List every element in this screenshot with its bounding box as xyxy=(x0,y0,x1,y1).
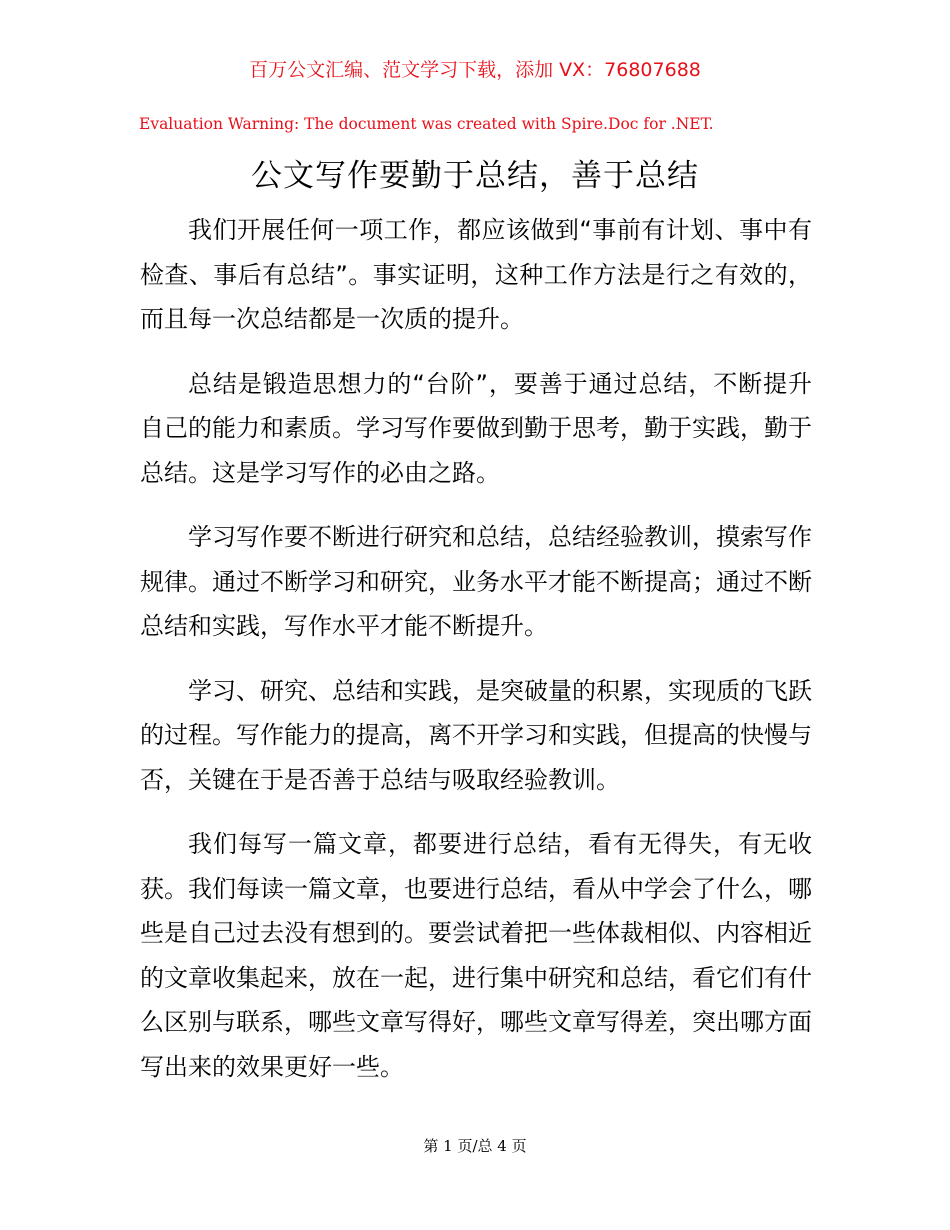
body-paragraph: 总结是锻造思想力的“台阶”，要善于通过总结，不断提升自己的能力和素质。学习写作要做到勤于思考，勤于实践，勤于总结。这是学习写作的必由之路。 xyxy=(140,369,812,487)
promo-header: 百万公文汇编、范文学习下载，添加 VX：76807688 xyxy=(249,59,701,81)
body-paragraph: 我们开展任何一项工作，都应该做到“事前有计划、事中有检查、事后有总结”。事实证明，这种工作方法是行之有效的，而且每一次总结都是一次质的提升。 xyxy=(140,216,812,333)
body-paragraph: 学习、研究、总结和实践，是突破量的积累，实现质的飞跃的过程。写作能力的提高，离不开学习和实践，但提高的快慢与否，关键在于是否善于总结与吸取经验教训。 xyxy=(140,676,812,794)
evaluation-warning: Evaluation Warning: The document was created with Spire.Doc for .NET. xyxy=(139,115,714,133)
page-number-footer: 第 1 页/总 4 页 xyxy=(423,1137,527,1155)
document-body xyxy=(140,208,812,1109)
body-paragraph: 我们每写一篇文章，都要进行总结，看有无得失，有无收获。我们每读一篇文章，也要进行总结，看从中学会了什么，哪些是自己过去没有想到的。要尝试着把一些体裁相似、内容相近的文章收集起来，放在一起，进行集中研究和总结，看它们有什么区别与联系，哪些文章写得好，哪些文章写得差，突出哪方面写出来的效果更好一些。 xyxy=(140,830,812,1081)
body-paragraph: 学习写作要不断进行研究和总结，总结经验教训，摸索写作规律。通过不断学习和研究，业务水平才能不断提高；通过不断总结和实践，写作水平才能不断提升。 xyxy=(140,523,812,640)
document-title: 公文写作要勤于总结，善于总结 xyxy=(251,158,699,194)
